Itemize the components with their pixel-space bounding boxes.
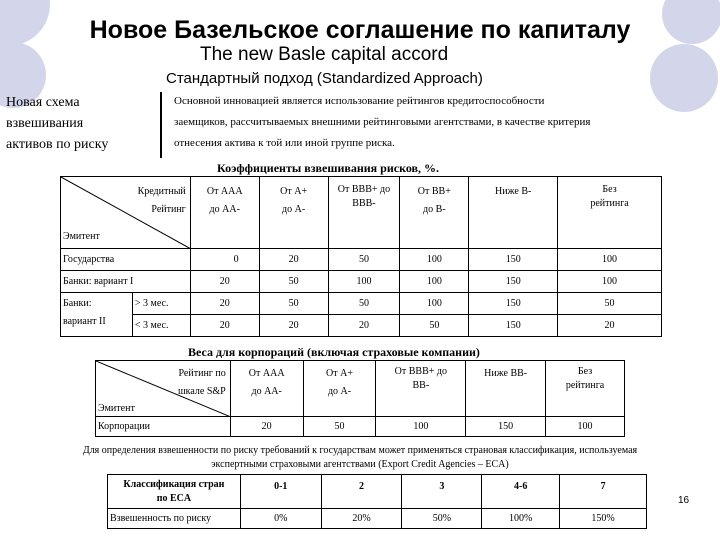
cell: 50 — [303, 417, 376, 437]
cell: 100 — [546, 417, 625, 437]
cell: 20 — [190, 293, 259, 315]
risk-weights-table — [60, 176, 662, 337]
cell: 7 — [560, 475, 647, 509]
cell: 100 — [328, 271, 400, 293]
title-en: The new Basle capital accord — [200, 44, 449, 65]
table2-caption: Веса для корпораций (включая страховые компании) — [188, 345, 480, 359]
header-line: От А+ — [280, 186, 308, 197]
intro-text — [174, 91, 590, 154]
table1-header — [259, 177, 328, 249]
header-line: Без — [577, 366, 593, 377]
cell: 100 — [558, 271, 662, 293]
cell: 0 — [190, 249, 259, 271]
table1-header — [558, 177, 662, 249]
eca-table — [107, 474, 647, 529]
cell: 50 — [328, 249, 400, 271]
cell: 100 — [400, 293, 469, 315]
table-row — [96, 417, 625, 437]
header-line: От ВВВ+ до — [337, 184, 391, 195]
page-number: 16 — [678, 495, 690, 506]
cell: 20% — [321, 509, 402, 529]
table1-header — [400, 177, 469, 249]
cell: 150% — [560, 509, 647, 529]
cell: 100 — [376, 417, 466, 437]
header-line: до А- — [282, 204, 306, 215]
header-line: до АА- — [209, 204, 240, 215]
cell: 100% — [482, 509, 560, 529]
header-line: ВВ- — [412, 380, 430, 391]
header-line: ВВВ- — [352, 198, 376, 209]
cell: 20 — [328, 315, 400, 337]
cell: 20 — [558, 315, 662, 337]
intro-line: заемщиков, рассчитываемых внешними рейтинговыми агентствами, в качестве критерия — [174, 116, 591, 128]
left-caption-line: Новая схема — [6, 95, 80, 110]
note-text — [0, 444, 720, 472]
cell: 50 — [328, 293, 400, 315]
left-caption-line: активов по риску — [6, 137, 109, 152]
label-line: Классификация стран — [123, 478, 225, 490]
table2-header — [230, 361, 303, 417]
table1-corner-top: Рейтинг — [151, 204, 186, 215]
left-caption — [6, 92, 108, 155]
cell: 2 — [321, 475, 402, 509]
cell: 100 — [400, 271, 469, 293]
cell: 50 — [400, 315, 469, 337]
table-row — [108, 509, 647, 529]
table-row — [61, 293, 662, 315]
header-line: до В- — [423, 204, 446, 215]
decor-circle-4 — [650, 44, 718, 112]
cell: 3 — [402, 475, 482, 509]
cell: 4-6 — [482, 475, 560, 509]
row-label: Государства — [61, 249, 191, 271]
corporate-weights-table — [95, 360, 625, 437]
table1-corner-cell — [61, 177, 191, 249]
cell: 50 — [558, 293, 662, 315]
table-row — [108, 475, 647, 509]
label-line: Банки: — [63, 298, 92, 309]
cell: 150 — [469, 271, 558, 293]
row-label — [108, 475, 241, 509]
table2-corner-bottom: Эмитент — [98, 403, 135, 414]
table2-header — [303, 361, 376, 417]
table2-header — [466, 361, 546, 417]
header-line: до АА- — [251, 386, 282, 397]
subtitle: Стандартный подход (Standardized Approach) — [166, 70, 483, 87]
note-line: экспертными страховыми агентствами (Export Credit Agencies – ECA) — [211, 459, 509, 470]
left-caption-line: взвешивания — [6, 116, 84, 131]
table-row — [61, 249, 662, 271]
divider-line — [160, 92, 162, 158]
table2-corner-top: шкале S&P — [177, 386, 226, 397]
label-line: вариант II — [63, 316, 106, 327]
row-label: Взвешенность по риску — [108, 509, 241, 529]
row-label: Корпорации — [96, 417, 231, 437]
row-sublabel: > 3 мес. — [132, 293, 190, 315]
table1-caption: Коэффициенты взвешивания рисков, %. — [217, 161, 440, 175]
header-line: От А+ — [326, 368, 353, 379]
header-line: Ниже ВВ- — [484, 368, 528, 379]
cell: 20 — [190, 315, 259, 337]
table-row — [61, 271, 662, 293]
table1-header — [469, 177, 558, 249]
table1-corner-bottom: Эмитент — [63, 231, 100, 242]
header-line: От ВВВ+ до — [394, 366, 447, 377]
label-line: по ECA — [156, 492, 192, 504]
header-line: От ААА — [206, 186, 243, 197]
table1-corner-top: Кредитный — [137, 186, 186, 197]
cell: 20 — [190, 271, 259, 293]
header-line: Ниже В- — [495, 186, 532, 197]
header-line: рейтинга — [590, 198, 629, 209]
table2-header — [546, 361, 625, 417]
cell: 20 — [230, 417, 303, 437]
header-line: до А- — [327, 386, 352, 397]
intro-line: отнесения актива к той или иной группе риска. — [174, 137, 395, 149]
row-label: Банки: вариант I — [61, 271, 191, 293]
row-sublabel: < 3 мес. — [132, 315, 190, 337]
cell: 20 — [259, 315, 328, 337]
cell: 20 — [259, 249, 328, 271]
cell: 100 — [400, 249, 469, 271]
cell: 50 — [259, 271, 328, 293]
note-line: Для определения взвешенности по риску требований к государствам может применяться страновая классификация, используемая — [82, 445, 638, 456]
table2-corner-cell — [96, 361, 231, 417]
row-label — [61, 293, 133, 337]
table-row — [61, 315, 662, 337]
header-line: От ААА — [248, 368, 285, 379]
intro-line: Основной инновацией является использование рейтингов кредитоспособности — [174, 95, 545, 107]
cell: 0% — [240, 509, 321, 529]
header-line: Без — [602, 184, 617, 195]
cell: 150 — [469, 249, 558, 271]
header-line: рейтинга — [565, 380, 605, 391]
header-line: От ВВ+ — [417, 186, 451, 197]
cell: 0-1 — [240, 475, 321, 509]
cell: 50 — [259, 293, 328, 315]
cell: 150 — [466, 417, 546, 437]
cell: 150 — [469, 293, 558, 315]
cell: 50% — [402, 509, 482, 529]
table1-header — [328, 177, 400, 249]
cell: 100 — [558, 249, 662, 271]
table1-header — [190, 177, 259, 249]
table2-header — [376, 361, 466, 417]
title-ru: Новое Базельское соглашение по капиталу — [89, 16, 631, 44]
table2-corner-top: Рейтинг по — [178, 368, 226, 379]
cell: 150 — [469, 315, 558, 337]
